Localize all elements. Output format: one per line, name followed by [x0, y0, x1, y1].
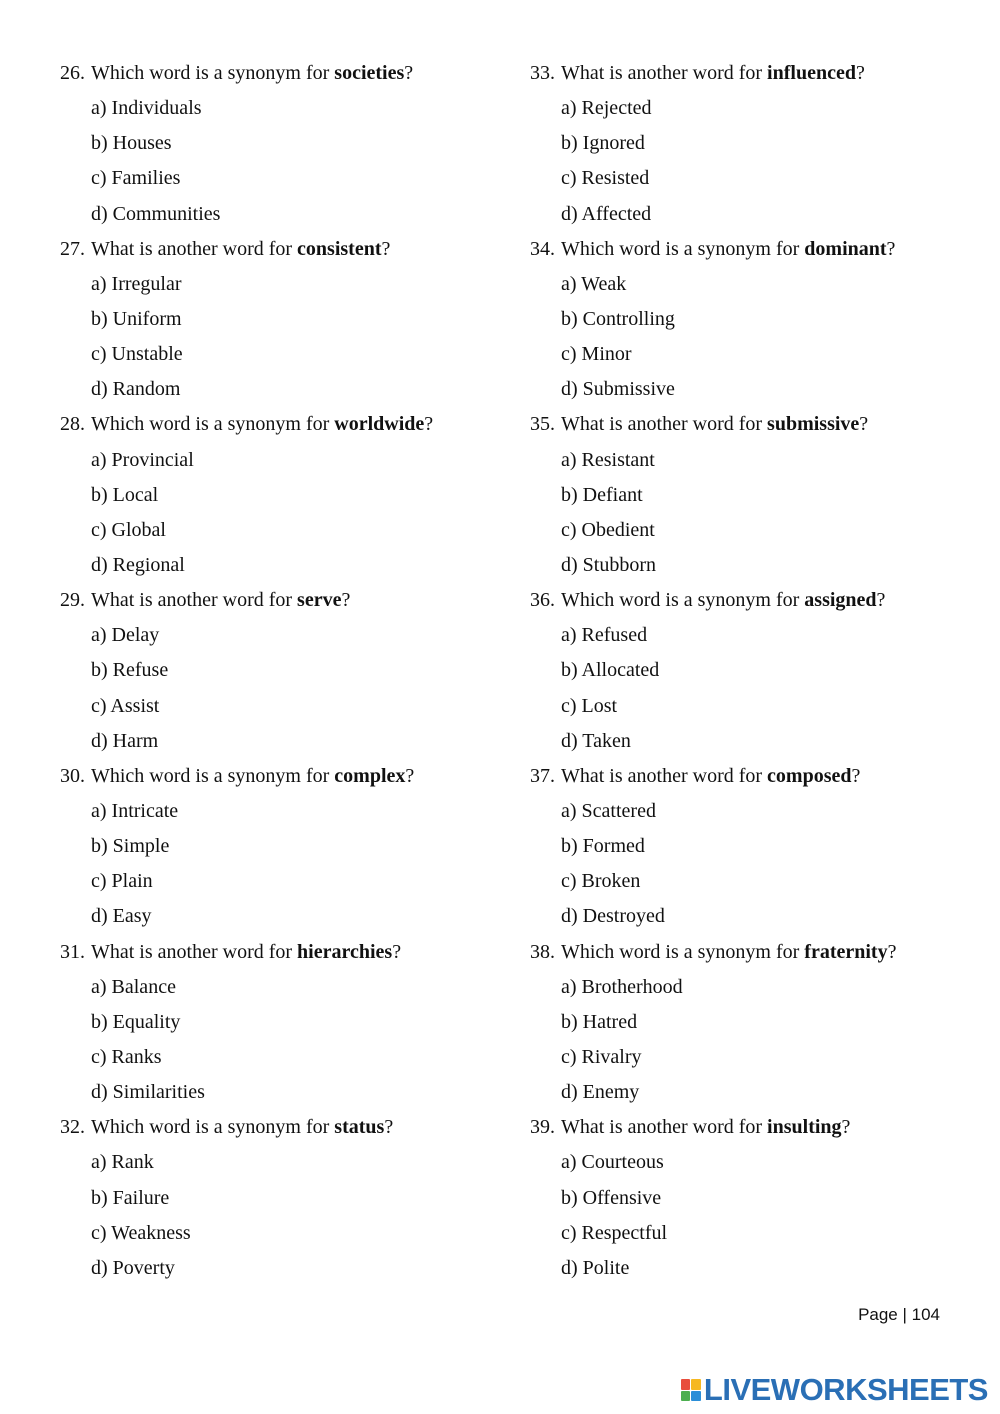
question-suffix: ? — [392, 940, 402, 963]
question-suffix: ? — [405, 764, 415, 787]
question-body — [561, 759, 860, 794]
answer-option[interactable]: b) Defiant — [561, 483, 643, 506]
question-body — [91, 232, 390, 267]
question-text — [530, 232, 970, 267]
answer-option[interactable]: a) Brotherhood — [561, 975, 683, 998]
answer-option[interactable]: a) Refused — [561, 624, 648, 647]
answer-option[interactable]: b) Local — [91, 483, 159, 506]
answer-option[interactable]: d) Enemy — [561, 1081, 640, 1104]
question-text — [530, 759, 970, 794]
answer-option[interactable]: a) Individuals — [91, 97, 202, 120]
answer-option[interactable]: b) Uniform — [91, 307, 182, 330]
liveworksheets-logo-icon — [681, 1379, 701, 1401]
answer-option[interactable]: d) Easy — [91, 905, 152, 928]
answer-option[interactable]: b) Allocated — [561, 659, 660, 682]
answer-option[interactable]: b) Houses — [91, 132, 172, 155]
question-body — [561, 1110, 850, 1145]
question-number: 32. — [60, 1116, 85, 1139]
answer-option[interactable]: d) Similarities — [91, 1081, 205, 1104]
question-number: 28. — [60, 413, 85, 436]
answer-option[interactable]: a) Weak — [561, 272, 627, 295]
question-body — [91, 56, 413, 91]
answer-option[interactable]: c) Assist — [91, 694, 160, 717]
question-prefix: What is another word for — [91, 940, 298, 963]
question-number: 26. — [60, 62, 85, 84]
logo-square-green — [681, 1391, 691, 1402]
question-block — [530, 935, 970, 1111]
question-keyword: composed — [767, 764, 852, 787]
question-prefix: What is another word for — [561, 764, 768, 787]
answer-option[interactable]: d) Stubborn — [561, 553, 656, 576]
question-keyword: serve — [297, 589, 342, 612]
answer-option[interactable]: c) Ranks — [91, 1045, 162, 1068]
question-suffix: ? — [841, 1116, 851, 1139]
question-number: 37. — [530, 764, 555, 787]
question-number: 33. — [530, 62, 555, 84]
question-keyword: worldwide — [334, 413, 425, 436]
question-text — [60, 935, 500, 970]
question-suffix: ? — [876, 589, 886, 612]
answer-option[interactable]: d) Submissive — [561, 378, 675, 401]
question-suffix: ? — [384, 1116, 394, 1139]
question-keyword: hierarchies — [297, 940, 393, 963]
answer-option[interactable]: d) Random — [91, 378, 181, 401]
question-number: 34. — [530, 237, 555, 260]
question-body — [91, 935, 401, 970]
question-prefix: Which word is a synonym for — [91, 1116, 335, 1139]
question-block — [60, 759, 500, 935]
answer-option[interactable]: b) Offensive — [561, 1186, 662, 1209]
answer-option[interactable]: c) Families — [91, 167, 181, 190]
answer-option[interactable]: d) Destroyed — [561, 905, 665, 928]
question-keyword: status — [334, 1116, 385, 1139]
answer-option[interactable]: d) Poverty — [91, 1256, 175, 1279]
answer-option[interactable]: d) Communities — [91, 202, 221, 225]
question-text — [530, 56, 970, 91]
answer-option[interactable]: c) Global — [91, 518, 166, 541]
answer-option[interactable]: c) Respectful — [561, 1221, 668, 1244]
question-keyword: insulting — [767, 1116, 842, 1139]
question-number: 30. — [60, 764, 85, 787]
question-suffix: ? — [855, 62, 865, 84]
liveworksheets-logo[interactable] — [681, 1372, 988, 1408]
question-text — [530, 935, 970, 970]
logo-square-blue — [691, 1391, 701, 1402]
question-number: 38. — [530, 940, 555, 963]
question-text — [60, 407, 500, 442]
answer-option[interactable]: b) Formed — [561, 835, 645, 858]
question-keyword: influenced — [767, 62, 856, 84]
question-prefix: What is another word for — [91, 237, 298, 260]
answer-option[interactable]: b) Refuse — [91, 659, 169, 682]
question-text — [60, 56, 500, 91]
answer-option[interactable]: c) Broken — [561, 870, 641, 893]
answer-option[interactable]: a) Irregular — [91, 272, 182, 295]
answer-option[interactable]: c) Weakness — [91, 1221, 191, 1244]
question-number: 39. — [530, 1116, 555, 1139]
question-block — [530, 407, 970, 583]
answer-option[interactable]: c) Rivalry — [561, 1045, 642, 1068]
answer-option[interactable]: a) Scattered — [561, 799, 656, 822]
question-block — [60, 1110, 500, 1286]
question-suffix: ? — [859, 413, 869, 436]
answer-option[interactable]: d) Regional — [91, 553, 185, 576]
question-text — [60, 232, 500, 267]
question-prefix: Which word is a synonym for — [561, 940, 805, 963]
question-suffix: ? — [887, 940, 897, 963]
question-text — [60, 759, 500, 794]
question-text — [530, 1110, 970, 1145]
answer-option[interactable]: a) Resistant — [561, 448, 655, 471]
question-prefix: What is another word for — [561, 1116, 768, 1139]
question-block — [530, 759, 970, 935]
question-body — [91, 407, 433, 442]
answer-option[interactable]: d) Taken — [561, 729, 631, 752]
question-text — [60, 583, 500, 618]
question-suffix: ? — [886, 237, 896, 260]
answer-option[interactable]: a) Balance — [91, 975, 176, 998]
question-suffix: ? — [424, 413, 434, 436]
answer-option[interactable]: a) Rank — [91, 1151, 154, 1174]
question-block — [60, 935, 500, 1111]
answer-option[interactable]: c) Minor — [561, 343, 632, 366]
answer-option[interactable]: c) Resisted — [561, 167, 650, 190]
answer-option[interactable]: a) Provincial — [91, 448, 194, 471]
question-suffix: ? — [851, 764, 861, 787]
question-body — [561, 935, 896, 970]
question-block — [60, 407, 500, 583]
question-number: 27. — [60, 237, 85, 260]
question-prefix: Which word is a synonym for — [91, 62, 335, 84]
question-number: 35. — [530, 413, 555, 436]
answer-option[interactable]: a) Rejected — [561, 97, 652, 120]
question-body — [91, 759, 414, 794]
question-keyword: societies — [334, 62, 405, 84]
question-number: 31. — [60, 940, 85, 963]
question-body — [91, 1110, 393, 1145]
logo-text: LIVEWORKSHEETS — [703, 1372, 988, 1407]
logo-square-yellow — [691, 1379, 701, 1390]
page-number: Page | 104 — [858, 1305, 940, 1324]
answer-option[interactable]: b) Controlling — [561, 307, 675, 330]
question-suffix: ? — [381, 237, 391, 260]
question-body — [561, 407, 868, 442]
question-prefix: Which word is a synonym for — [91, 413, 335, 436]
question-number: 36. — [530, 589, 555, 612]
question-block — [60, 232, 500, 408]
question-keyword: submissive — [767, 413, 860, 436]
question-body — [561, 583, 885, 618]
question-prefix: What is another word for — [91, 589, 298, 612]
question-suffix: ? — [341, 589, 351, 612]
question-suffix: ? — [404, 62, 414, 84]
question-body — [561, 56, 865, 91]
question-block — [60, 583, 500, 759]
question-block — [530, 1110, 970, 1286]
question-text — [530, 583, 970, 618]
answer-option[interactable]: c) Lost — [561, 694, 618, 717]
question-text — [530, 407, 970, 442]
question-keyword: complex — [334, 764, 406, 787]
question-prefix: Which word is a synonym for — [561, 589, 805, 612]
question-keyword: consistent — [297, 237, 382, 260]
answer-option[interactable]: d) Affected — [561, 202, 652, 225]
question-prefix: What is another word for — [561, 62, 768, 84]
question-body — [91, 583, 350, 618]
answer-option[interactable]: a) Courteous — [561, 1151, 664, 1174]
question-prefix: Which word is a synonym for — [561, 237, 805, 260]
answer-option[interactable]: a) Intricate — [91, 799, 179, 822]
answer-option[interactable]: a) Delay — [91, 624, 160, 647]
answer-option[interactable]: b) Failure — [91, 1186, 170, 1209]
question-prefix: What is another word for — [561, 413, 768, 436]
answer-option[interactable]: b) Simple — [91, 835, 170, 858]
question-block — [60, 56, 500, 232]
question-number: 29. — [60, 589, 85, 612]
question-text — [60, 1110, 500, 1145]
question-keyword: assigned — [804, 589, 877, 612]
question-keyword: dominant — [804, 237, 887, 260]
answer-option[interactable]: c) Plain — [91, 870, 153, 893]
answer-option[interactable]: b) Hatred — [561, 1010, 638, 1033]
answer-option[interactable]: c) Obedient — [561, 518, 655, 541]
question-body — [561, 232, 895, 267]
question-block — [530, 56, 970, 232]
answer-option[interactable]: b) Ignored — [561, 132, 645, 155]
questions-column-left — [60, 56, 500, 1286]
logo-square-red — [681, 1379, 691, 1390]
questions-column-right — [530, 56, 970, 1286]
question-prefix: Which word is a synonym for — [91, 764, 335, 787]
question-keyword: fraternity — [804, 940, 888, 963]
question-block — [530, 232, 970, 408]
question-block — [530, 583, 970, 759]
answer-option[interactable]: b) Equality — [91, 1010, 181, 1033]
answer-option[interactable]: c) Unstable — [91, 343, 183, 366]
answer-option[interactable]: d) Polite — [561, 1256, 630, 1279]
answer-option[interactable]: d) Harm — [91, 729, 159, 752]
